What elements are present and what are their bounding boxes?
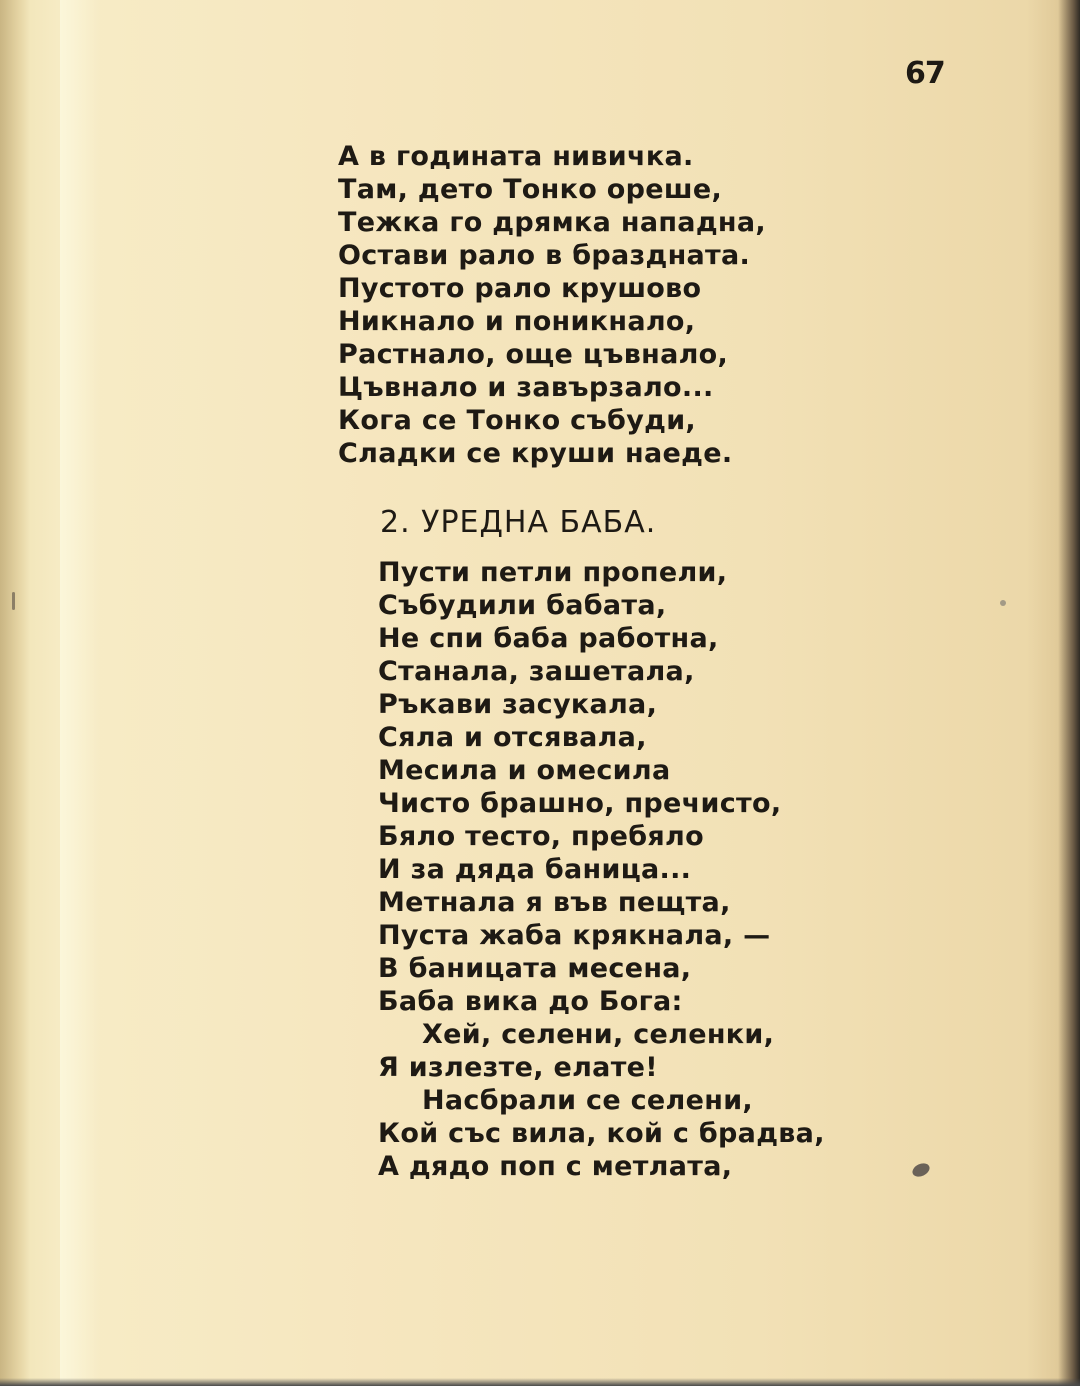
verse-line: Тежка го дрямка нападна, [338, 207, 766, 238]
poem-stanza-2 [378, 556, 825, 1183]
verse-line: Чисто брашно, пречисто, [378, 788, 782, 819]
verse-line: А в годината нивичка. [338, 141, 694, 172]
ink-speck [1000, 600, 1006, 606]
verse-line: Метнала я във пещта, [378, 887, 731, 918]
verse-line: Станала, зашетала, [378, 656, 695, 687]
verse-line: Баба вика до Бога: [378, 986, 683, 1017]
poem-title: 2. УРЕДНА БАБА. [380, 505, 657, 540]
verse-line: Пусти петли пропели, [378, 557, 728, 588]
verse-line: Остави рало в браздната. [338, 240, 751, 271]
verse-line: Хей, селени, селенки, [422, 1019, 775, 1050]
verse-line: Цъвнало и завързало... [338, 372, 714, 403]
verse-line: И за дяда баница... [378, 854, 692, 885]
verse-line: Там, дето Тонко ореше, [338, 174, 723, 205]
verse-line: В баницата месена, [378, 953, 692, 984]
verse-line: Кога се Тонко събуди, [338, 405, 696, 436]
verse-line: Не спи баба работна, [378, 623, 719, 654]
verse-line: Пуста жаба крякнала, — [378, 920, 771, 951]
page-right-edge [1058, 0, 1080, 1386]
page-bottom-edge [0, 1378, 1080, 1386]
verse-line: Насбрали се селени, [422, 1085, 753, 1116]
poem-stanza-1 [338, 140, 766, 470]
verse-line: Никнало и поникнало, [338, 306, 696, 337]
verse-line: Пустото рало крушово [338, 273, 702, 304]
ink-speck [12, 592, 15, 610]
verse-line: Растнало, още цъвнало, [338, 339, 729, 370]
page-gutter-shade [60, 0, 100, 1386]
verse-line: Ръкави засукала, [378, 689, 658, 720]
verse-line: Бяло тесто, пребяло [378, 821, 704, 852]
verse-line: Събудили бабата, [378, 590, 667, 621]
page-number: 67 [905, 56, 945, 91]
verse-line: А дядо поп с метлата, [378, 1151, 733, 1182]
page-left-edge [0, 0, 30, 1386]
ink-speck [910, 1161, 931, 1179]
verse-line: Кой със вила, кой с брадва, [378, 1118, 825, 1149]
verse-line: Я излезте, елате! [378, 1052, 658, 1083]
verse-line: Сяла и отсявала, [378, 722, 647, 753]
verse-line: Месила и омесила [378, 755, 671, 786]
verse-line: Сладки се круши наеде. [338, 438, 733, 469]
